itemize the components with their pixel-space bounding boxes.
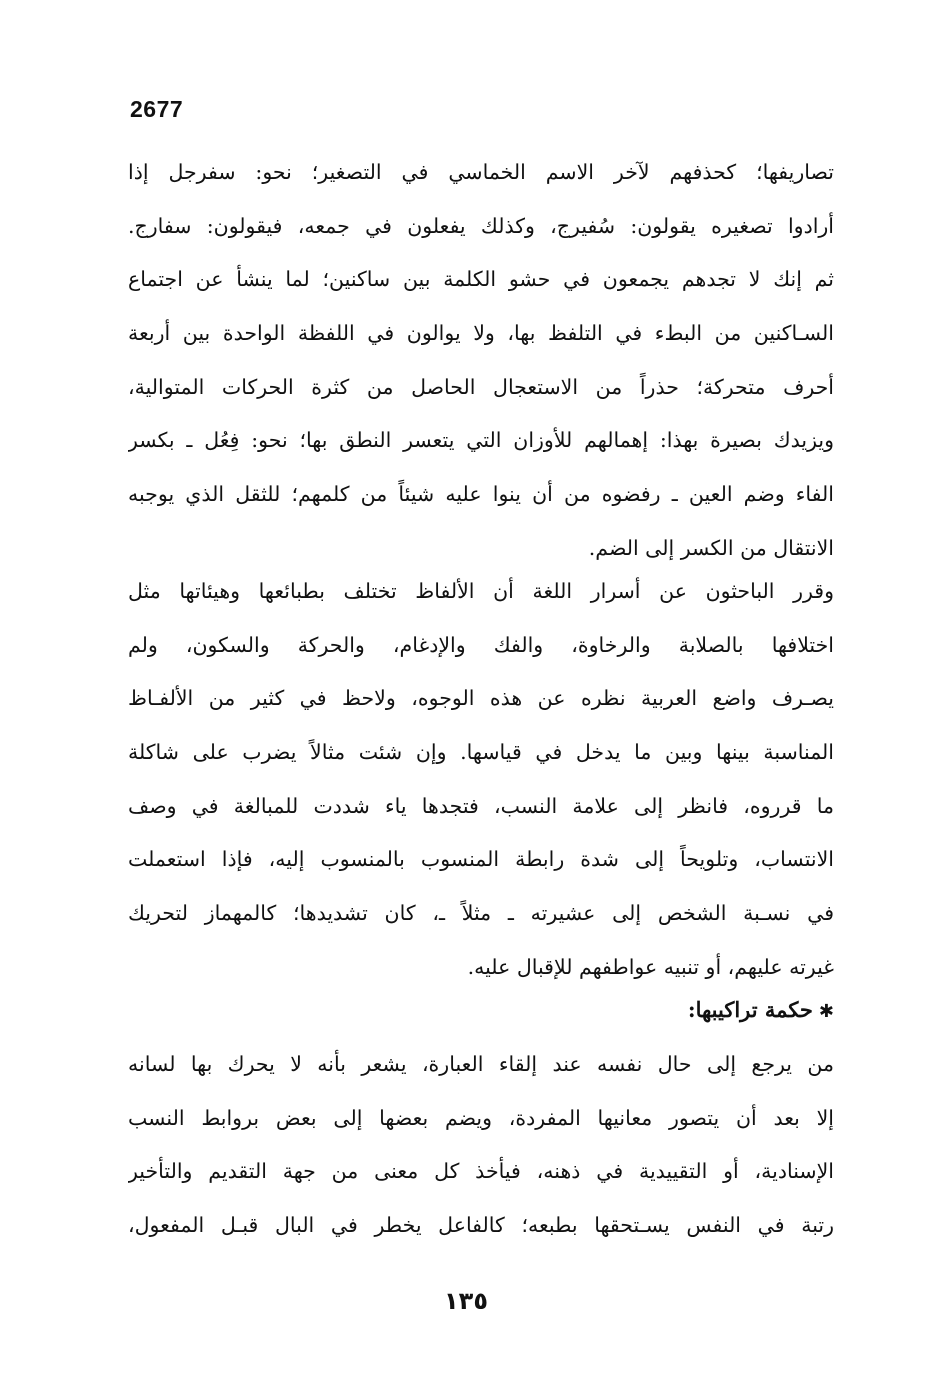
text-line: غيرته عليهم، أو تنبيه عواطفهم للإقبال عليه. xyxy=(467,954,834,979)
asterisk-icon: ✱ xyxy=(818,1001,834,1022)
text-line: وقرر الباحثون عن أسرار اللغة أن الألفاظ تختلف بطبائعها وهيئاتها مثل xyxy=(128,579,834,603)
paragraph-2 xyxy=(128,565,834,995)
text-line: رتبة في النفس يسـتحقها بطبعه؛ كالفاعل يخطر في البال قبـل المفعول، xyxy=(128,1213,834,1238)
text-line: ثم إنك لا تجدهم يجمعون في حشو الكلمة بين ساكنين؛ لما ينشأ عن اجتماع xyxy=(128,267,834,292)
text-line: في نسـبة الشخص إلى عشيرته ـ مثلاً ـ، كان تشديدها؛ كالمهماز لتحريك xyxy=(128,901,834,926)
section-heading xyxy=(128,986,834,1034)
section-heading-line xyxy=(128,986,834,1034)
text-line: الانتساب، وتلويحاً إلى شدة رابطة المنسوب بالمنسوب إليه، فإذا استعملت xyxy=(128,847,834,872)
page-folio: ١٣٥ xyxy=(444,1287,488,1315)
text-line: أرادوا تصغيره يقولون: سُفيرج، وكذلك يفعلون في جمعه، فيقولون: سفارج. xyxy=(128,213,834,238)
text-line: السـاكنين من البطء في التلفظ بها، ولا يوالون في اللفظة الواحدة بين أربعة xyxy=(128,321,834,346)
text-line: أحرف متحركة؛ حذراً من الاستعجال الحاصل من كثرة الحركات المتوالية، xyxy=(128,374,834,399)
text-line: اختلافها بالصلابة والرخاوة، والفك والإدغام، والحركة والسكون، ولم xyxy=(128,632,834,657)
text-line: من يرجع إلى حال نفسه عند إلقاء العبارة، يشعر بأنه لا يحرك بها لسانه xyxy=(128,1052,834,1076)
text-line: الانتقال من الكسر إلى الضم. xyxy=(588,535,834,560)
text-line: الإسنادية، أو التقييدية في ذهنه، فيأخذ كل معنى من جهة التقديم والتأخير xyxy=(128,1159,834,1184)
page-number-top: 2677 xyxy=(130,96,184,122)
text-line: تصاريفها؛ كحذفهم لآخر الاسم الخماسي في التصغير؛ نحو: سفرجل إذا xyxy=(128,160,834,184)
text-line: يصـرف واضع العربية نظره عن هذه الوجوه، ولاحظ في كثير من الألفـاظ xyxy=(128,686,834,711)
text-line: إلا بعد أن يتصور معانيها المفردة، ويضم بعضها إلى بعض بروابط النسب xyxy=(128,1105,834,1130)
text-line: الفاء وضم العين ـ رفضوه من أن ينوا عليه شيئاً من كلمهم؛ للثقل الذي يوجبه xyxy=(128,482,834,507)
text-line: ويزيدك بصيرة بهذا: إهمالهم للأوزان التي يتعسر النطق بها؛ نحو: فِعُل ـ بكسر xyxy=(128,428,834,453)
paragraph-3 xyxy=(128,1038,834,1253)
paragraph-1 xyxy=(128,146,834,576)
text-line: المناسبة بينها وبين ما يدخل في قياسها. وإن شئت مثالاً يضرب على شاكلة xyxy=(128,740,834,765)
text-line: ما قرروه، فانظر إلى علامة النسب، فتجدها ياء شددت للمبالغة في وصف xyxy=(128,793,834,818)
section-heading-text: حكمة تراكيبها: xyxy=(687,997,813,1022)
